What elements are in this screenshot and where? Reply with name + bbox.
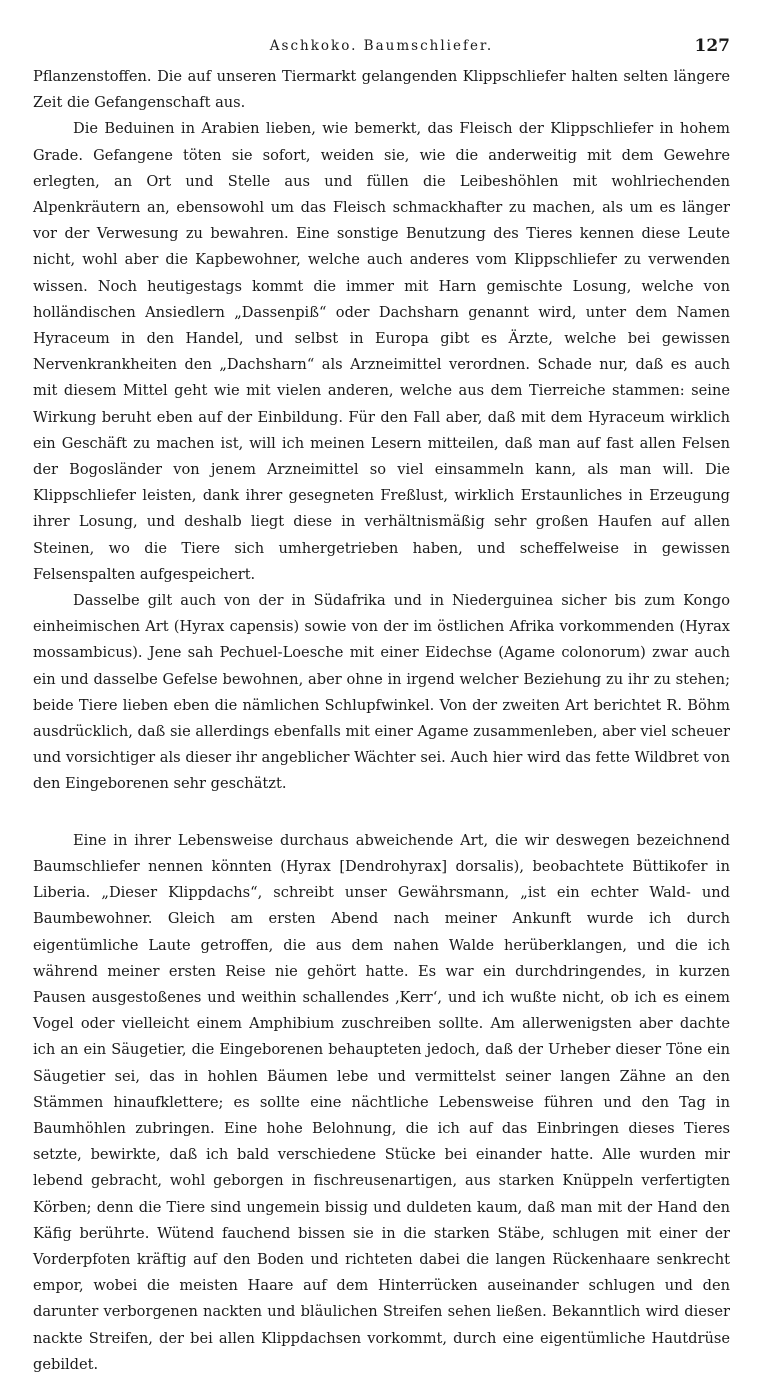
paragraph-4: Eine in ihrer Lebensweise durchaus abweichende Art, die wir deswegen bezeichnend Baumschliefer nennen könnten (Hyrax [Dendrohyrax] dorsalis), beobachtete Büttikofer in Liberia. „Dieser Klippdachs“, schreibt unser Gewährsmann, „ist ein echter Wald- und Baumbewohner. Gleich am ersten Abend nach meiner Ankunft wurde ich durch eigentümliche Laute getroffen, die aus dem nahen Walde herüberklangen, und die ich während meiner ersten Reise nie gehört hatte. Es war ein durchdringendes, in kurzen Pausen ausgestoßenes und weithin schallendes ‚Kerr‘, und ich wußte nicht, ob ich es einem Vogel oder vielleicht einem Amphibium zuschreiben sollte. Am allerwenigsten aber dachte ich an ein Säugetier, die Eingeborenen behaupteten jedoch, daß der Urheber dieser Töne ein Säugetier sei, das in hohlen Bäumen lebe und vermittelst seiner langen Zähne an den Stämmen hinaufklettere; es sollte eine nächtliche Lebensweise führen und den Tag in Baumhöhlen zubringen. Eine hohe Belohnung, die ich auf das Einbringen dieses Tieres setzte, bewirkte, daß ich bald verschiedene Stücke bei einander hatte. Alle wurden mir lebend gebracht, wohl geborgen in fischreusenartigen, aus starken Knüppeln verfertigten Körben; denn die Tiere sind ungemein bissig und duldeten kaum, daß man mit der Hand den Käfig berührte. Wütend fauchend bissen sie in die starken Stäbe, schlugen mit einer der Vorderpfoten kräftig auf den Boden und richteten dabei die langen Rückenhaare senkrecht empor, wobei die meisten Haare auf dem Hinterrücken auseinander schlugen und den darunter verborgenen nackten und bläulichen Streifen sehen ließen. Bekanntlich wird dieser nackte Streifen, der bei allen Klippdachsen vorkommt, durch eine eigentümliche Hautdrüse gebildet. [33,831,730,1373]
page-number: 127 [694,36,730,56]
paragraph-1: Pflanzenstoffen. Die auf unseren Tiermarkt gelangenden Klippschliefer halten selten längere Zeit die Gefangenschaft aus. [33,68,730,112]
book-page [33,30,730,1378]
page-header [33,30,730,64]
running-head: Aschkoko. Baumschliefer. [269,38,494,54]
section-gap [33,798,730,828]
paragraph-3: Dasselbe gilt auch von der in Südafrika und in Niederguinea sicher bis zum Kongo einheimischen Art (Hyrax capensis) sowie von der im östlichen Afrika vorkommenden (Hyrax mossambicus). Jene sah Pechuel-Loesche mit einer Eidechse (Agame colonorum) zwar auch ein und dasselbe Gefelse bewohnen, aber ohne in irgend welcher Beziehung zu ihr zu stehen; beide Tiere lieben eben die nämlichen Schlupfwinkel. Von der zweiten Art berichtet R. Böhm ausdrücklich, daß sie allerdings ebenfalls mit einer Agame zusammenleben, aber viel scheuer und vorsichtiger als dieser ihr angeblicher Wächter sei. Auch hier wird das fette Wildbret von den Eingeborenen sehr geschätzt. [33,592,730,793]
paragraph-2: Die Beduinen in Arabien lieben, wie bemerkt, das Fleisch der Klippschliefer in hohem Grade. Gefangene töten sie sofort, weiden sie, wie die anderweitig mit dem Gewehre erlegten, an Ort und Stelle aus und füllen die Leibeshöhlen mit wohlriechenden Alpenkräutern an, ebensowohl um das Fleisch schmackhafter zu machen, als um es länger vor der Verwesung zu bewahren. Eine sonstige Benutzung des Tieres kennen diese Leute nicht, wohl aber die Kapbewohner, welche auch anderes vom Klippschliefer zu verwenden wissen. Noch heutigestags kommt die immer mit Harn gemischte Losung, welche von holländischen Ansiedlern „Dassenpiß“ oder Dachsharn genannt wird, unter dem Namen Hyraceum in den Handel, und selbst in Europa gibt es Ärzte, welche bei gewissen Nervenkrankheiten den „Dachsharn“ als Arzneimittel verordnen. Schade nur, daß es auch mit diesem Mittel geht wie mit vielen anderen, welche aus dem Tierreiche stammen: seine Wirkung beruht eben auf der Einbildung. Für den Fall aber, daß mit dem Hyraceum wirklich ein Geschäft zu machen ist, will ich meinen Lesern mitteilen, daß man auf fast allen Felsen der Bogosländer von jenem Arzneimittel so viel einsammeln kann, als man will. Die Klippschliefer leisten, dank ihrer gesegneten Freßlust, wirklich Erstaunliches in Erzeugung ihrer Losung, und deshalb liegt diese in verhältnismäßig sehr großen Haufen auf allen Steinen, wo die Tiere sich umhergetrieben haben, und scheffelweise in gewissen Felsenspalten aufgespeichert. [33,120,730,583]
